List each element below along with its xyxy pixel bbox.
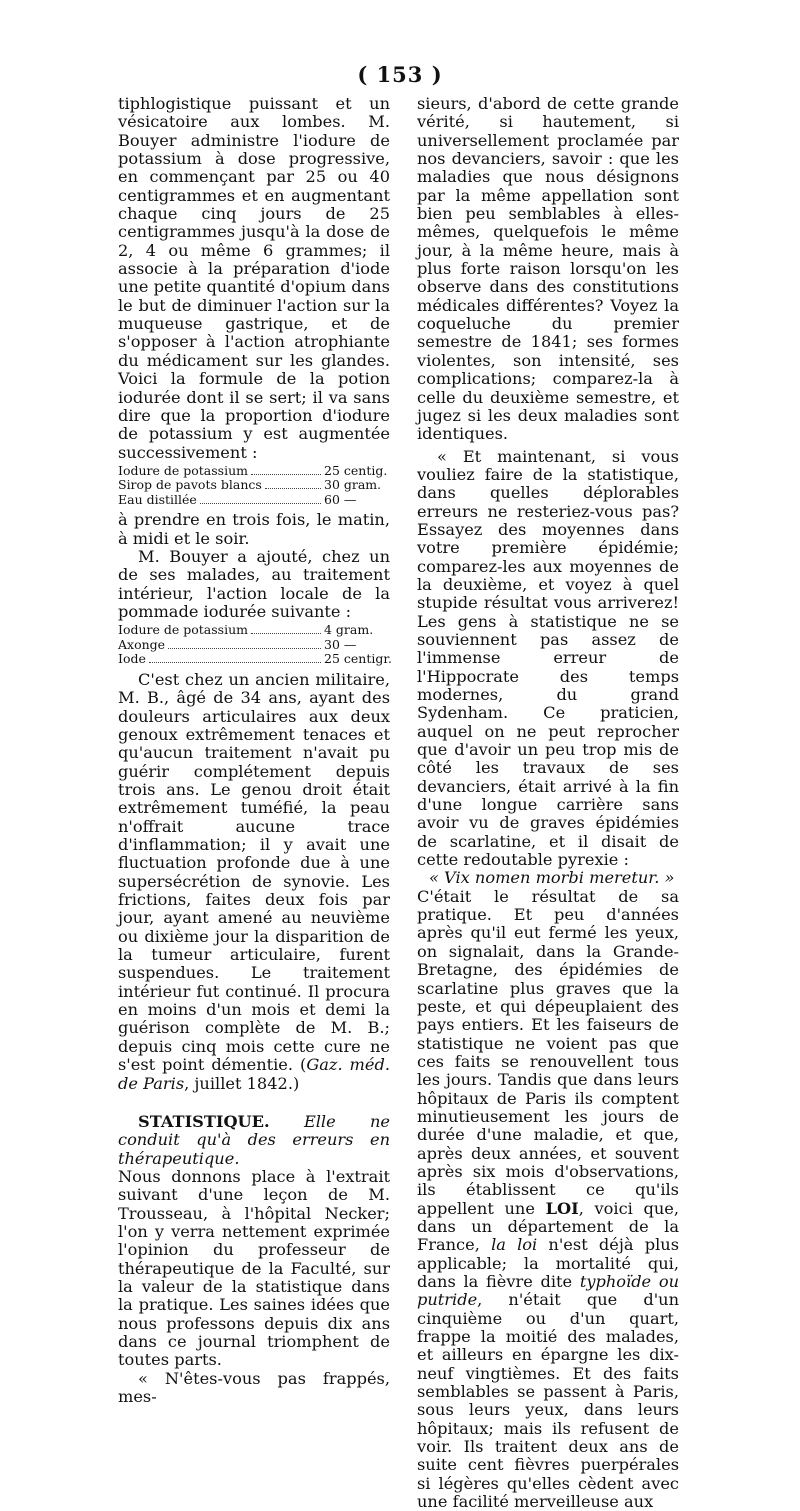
text: , voici que, dans un département de la France, [417,1198,680,1255]
leader-dots [251,633,321,634]
formula-potion [118,464,390,508]
formula-row [118,652,390,667]
leader-dots [265,488,321,489]
text: C'est chez un ancien militaire, M. B., âgé de 34 ans, ayant des douleurs articulaires aux deux genoux extrêmement tenaces et qu'aucun traitement n'avait pu guérir complétement depuis trois ans. Le genou droit était extrêmement tuméfié, la peau n'offrait aucune trace d'inflammation; il y avait une fluctuation profonde due à une supersécrétion de synovie. Les frictions, faites deux fois par jour, ayant amené au neuvième ou dixième jour la disparition de la tumeur articulaire, furent suspendues. Le traitement intérieur fut continué. Il procura en moins d'un mois et demi la guérison complète de M. B.; depuis cinq mois cette cure ne s'est point démentie. ( [118,669,390,1075]
formula-row [118,623,390,638]
ingredient: Iodure de potassium [118,462,248,478]
paragraph: « N'êtes-vous pas frappés, mes- [118,1368,390,1406]
loi-italic: la loi [491,1235,538,1255]
text: , juillet 1842.) [184,1073,300,1093]
leader-dots [200,503,321,504]
page-number: ( 153 ) [357,62,443,87]
formula-row [118,493,390,508]
formula-pommade [118,623,390,667]
amount: 60 — [324,491,357,507]
paragraph [417,888,679,1511]
right-column [417,95,679,1511]
paragraph: sieurs, d'abord de cette grande vérité, si hautement, si universellement proclamée par nos devanciers, savoir : que les maladies que nous désignons par la même appellation sont bien peu semblables à elles-mêmes, quelquefois le même jour, à la même heure, mais à plus forte raison lorsqu'on les observe dans des constitutions médicales différentes? Voyez la coqueluche du premier semestre de 1841; ses formes violentes, son intensité, ses complications; comparez-la à celle du deuxième semestre, et jugez si les deux maladies sont identiques. [417,94,679,444]
text: C'était le résultat de sa pratique. Et peu d'années après qu'il eut fermé les yeux, on signalait, dans la Grande-Bretagne, des épidémies de scarlatine plus graves que la peste, et qui dépeuplaient des pays entiers. Et les faiseurs de statistique ne voient pas que ces faits se renouvellent tous les jours. Tandis que dans leurs hôpitaux de Paris ils comptent minutieusement les jours de durée d'une maladie, et que, après deux années, et souvent après six mois d'observations, ils établissent ce qu'ils appellent une [417,886,679,1218]
paragraph: tiphlogistique puissant et un vésicatoire aux lombes. M. Bouyer administre l'iodure de potassium à dose progressive, en commençant par 25 ou 40 centigrammes et en augmentant chaque cinq jours de 25 centigrammes jusqu'à la dose de 2, 4 ou même 6 grammes; il associe à la préparation d'iode une petite quantité d'opium dans le but de diminuer l'action sur la muqueuse gastrique, et de s'opposer à l'action atrophiante du médicament sur les glandes. Voici la formule de la potion iodurée dont il se sert; il va sans dire que la proportion d'iodure de potassium y est augmentée successivement : [118,94,390,462]
ingredient: Eau distillée [118,491,197,507]
section-heading [118,1113,390,1168]
amount: 30 — [324,636,357,652]
formula-row [118,478,390,493]
ingredient: Sirop de pavots blancs [118,477,262,493]
paragraph: Nous donnons place à l'extrait suivant d'une leçon de M. Trousseau, à l'hôpital Necker; l'on y verra nettement exprimée l'opinion du professeur de thérapeutique de la Faculté, sur la valeur de la statistique dans la pratique. Les saines idées que nous professons depuis dix ans dans ce journal triomphent de toutes parts. [118,1166,390,1370]
paragraph [118,671,390,1093]
text: , n'était que d'un cinquième ou d'un quart, frappe la moitié des malades, et ailleurs en épargne les dix-neuf vingtièmes. Et des faits semblables se passent à Paris, sous leurs yeux, dans leurs hôpitaux; mais ils refusent de voir. Ils traitent deux ans de suite cent fièvres puerpérales si légères qu'elles cèdent avec une facilité merveilleuse aux [417,1290,679,1511]
text: n'est déjà plus applicable; la mortalité qui, dans la fièvre dite [417,1235,680,1291]
latin-quote: « Vix nomen morbi meretur. » [429,868,675,888]
typhoid-term: typhoïde ou putride [417,1272,679,1310]
leader-dots [251,474,321,475]
ingredient: Iodure de potassium [118,622,248,638]
formula-row [118,464,390,479]
amount: 25 centig. [324,462,388,478]
source-citation: Gaz. méd. de Paris [118,1055,390,1093]
heading-title: STATISTIQUE. [138,1111,270,1131]
ingredient: Iode [118,651,146,667]
leader-dots [149,662,321,663]
left-column [118,95,390,1406]
loi-word: LOI [545,1198,579,1218]
ingredient: Axonge [118,636,166,652]
amount: 4 gram. [324,622,374,638]
paragraph: M. Bouyer a ajouté, chez un de ses malades, au traitement intérieur, l'action locale de la pommade iodurée suivante : [118,547,390,622]
leader-dots [168,648,321,649]
heading-subtitle: Elle ne conduit qu'à des erreurs en thérapeutique. [118,1111,390,1168]
paragraph: « Et maintenant, si vous vouliez faire de la statistique, dans quelles déplorables erreurs ne resteriez-vous pas? Essayez des moyennes dans votre première épidémie; comparez-les aux moyennes de la deuxième, et voyez à quel stupide résultat vous arriverez! Les gens à statistique ne se souviennent pas assez de l'immense erreur de l'Hippocrate des temps modernes, du grand Sydenham. Ce praticien, auquel on ne peut reprocher que d'avoir un peu trop mis de côté les travaux de ses devanciers, était arrivé à la fin d'une longue carrière sans avoir vu de graves épidémies de scarlatine, et il disait de cette redoutable pyrexie : [417,446,679,870]
amount: 25 centigr. [324,651,392,667]
paragraph: à prendre en trois fois, le matin, à midi et le soir. [118,510,390,548]
formula-row [118,638,390,653]
amount: 30 gram. [324,477,382,493]
